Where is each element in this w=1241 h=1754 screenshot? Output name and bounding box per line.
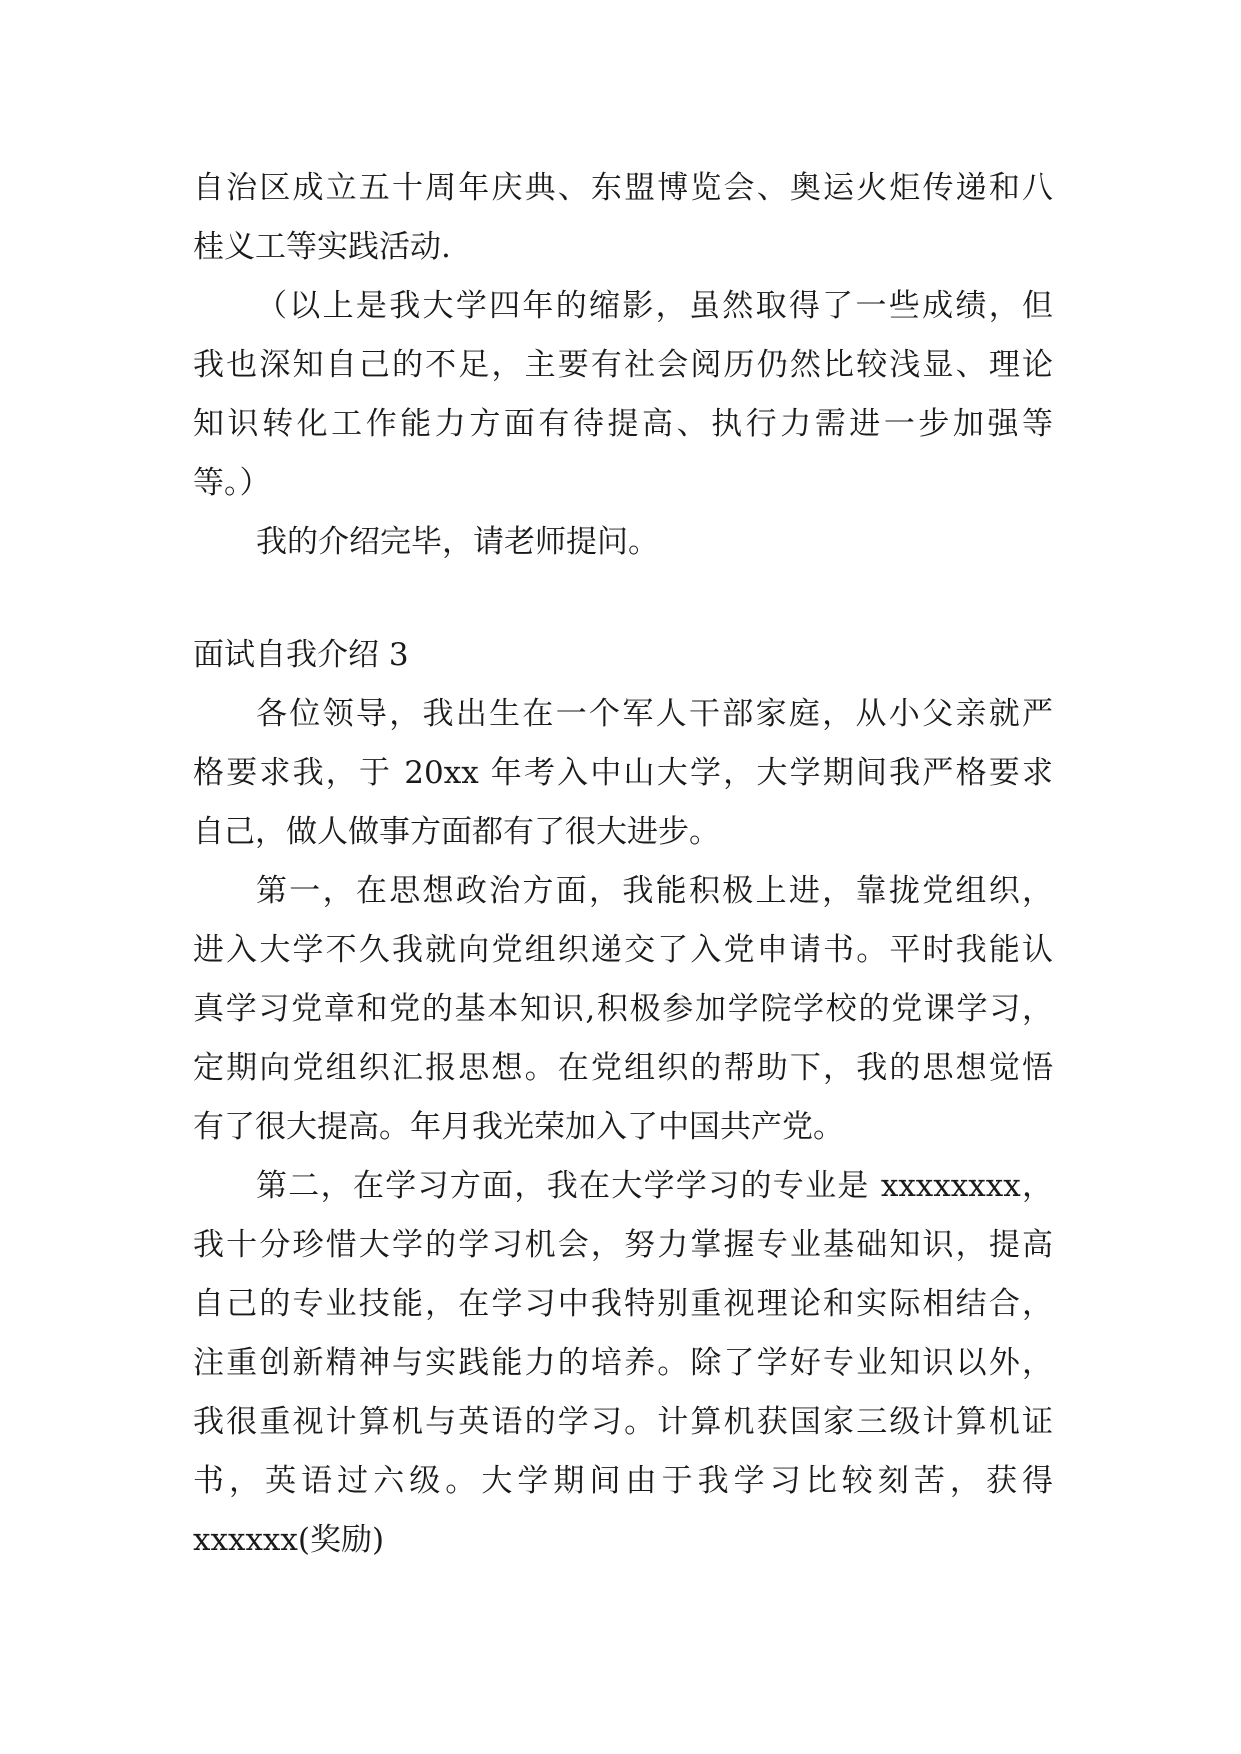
text-line: 有了很大提高。年月我光荣加入了中国共产党。 <box>193 1109 844 1145</box>
text-line: 真学习党章和党的基本知识,积极参加学院学校的党课学习， <box>193 991 1053 1027</box>
text-line: 知识转化工作能力方面有待提高、执行力需进一步加强等 <box>193 406 1053 442</box>
text-line: xxxxxx(奖励) <box>193 1522 385 1558</box>
text-line: 书，英语过六级。大学期间由于我学习比较刻苦，获得 <box>193 1463 1053 1499</box>
text-line: 第一，在思想政治方面，我能积极上进，靠拢党组织， <box>256 873 1053 909</box>
text-line: 各位领导，我出生在一个军人干部家庭，从小父亲就严 <box>256 696 1053 732</box>
text-line: 我很重视计算机与英语的学习。计算机获国家三级计算机证 <box>193 1404 1053 1440</box>
section-heading: 面试自我介绍 3 <box>193 637 409 673</box>
text-line: （以上是我大学四年的缩影，虽然取得了一些成绩，但 <box>256 288 1053 324</box>
text-line: 我的介绍完毕，请老师提问。 <box>256 524 659 560</box>
text-line: 注重创新精神与实践能力的培养。除了学好专业知识以外， <box>193 1345 1053 1381</box>
text-line: 等。） <box>193 465 271 501</box>
text-line: 定期向党组织汇报思想。在党组织的帮助下，我的思想觉悟 <box>193 1050 1053 1086</box>
text-line: 我十分珍惜大学的学习机会，努力掌握专业基础知识，提高 <box>193 1227 1053 1263</box>
text-line: 进入大学不久我就向党组织递交了入党申请书。平时我能认 <box>193 932 1053 968</box>
text-line: 自己的专业技能，在学习中我特别重视理论和实际相结合， <box>193 1286 1053 1322</box>
text-line: 格要求我，于 20xx 年考入中山大学，大学期间我严格要求 <box>193 755 1053 791</box>
text-line: 第二，在学习方面，我在大学学习的专业是 xxxxxxxx， <box>256 1168 1053 1204</box>
text-line: 桂义工等实践活动. <box>193 229 451 265</box>
text-line: 自己，做人做事方面都有了很大进步。 <box>193 814 720 850</box>
text-line: 我也深知自己的不足，主要有社会阅历仍然比较浅显、理论 <box>193 347 1053 383</box>
text-line: 自治区成立五十周年庆典、东盟博览会、奥运火炬传递和八 <box>193 170 1053 206</box>
